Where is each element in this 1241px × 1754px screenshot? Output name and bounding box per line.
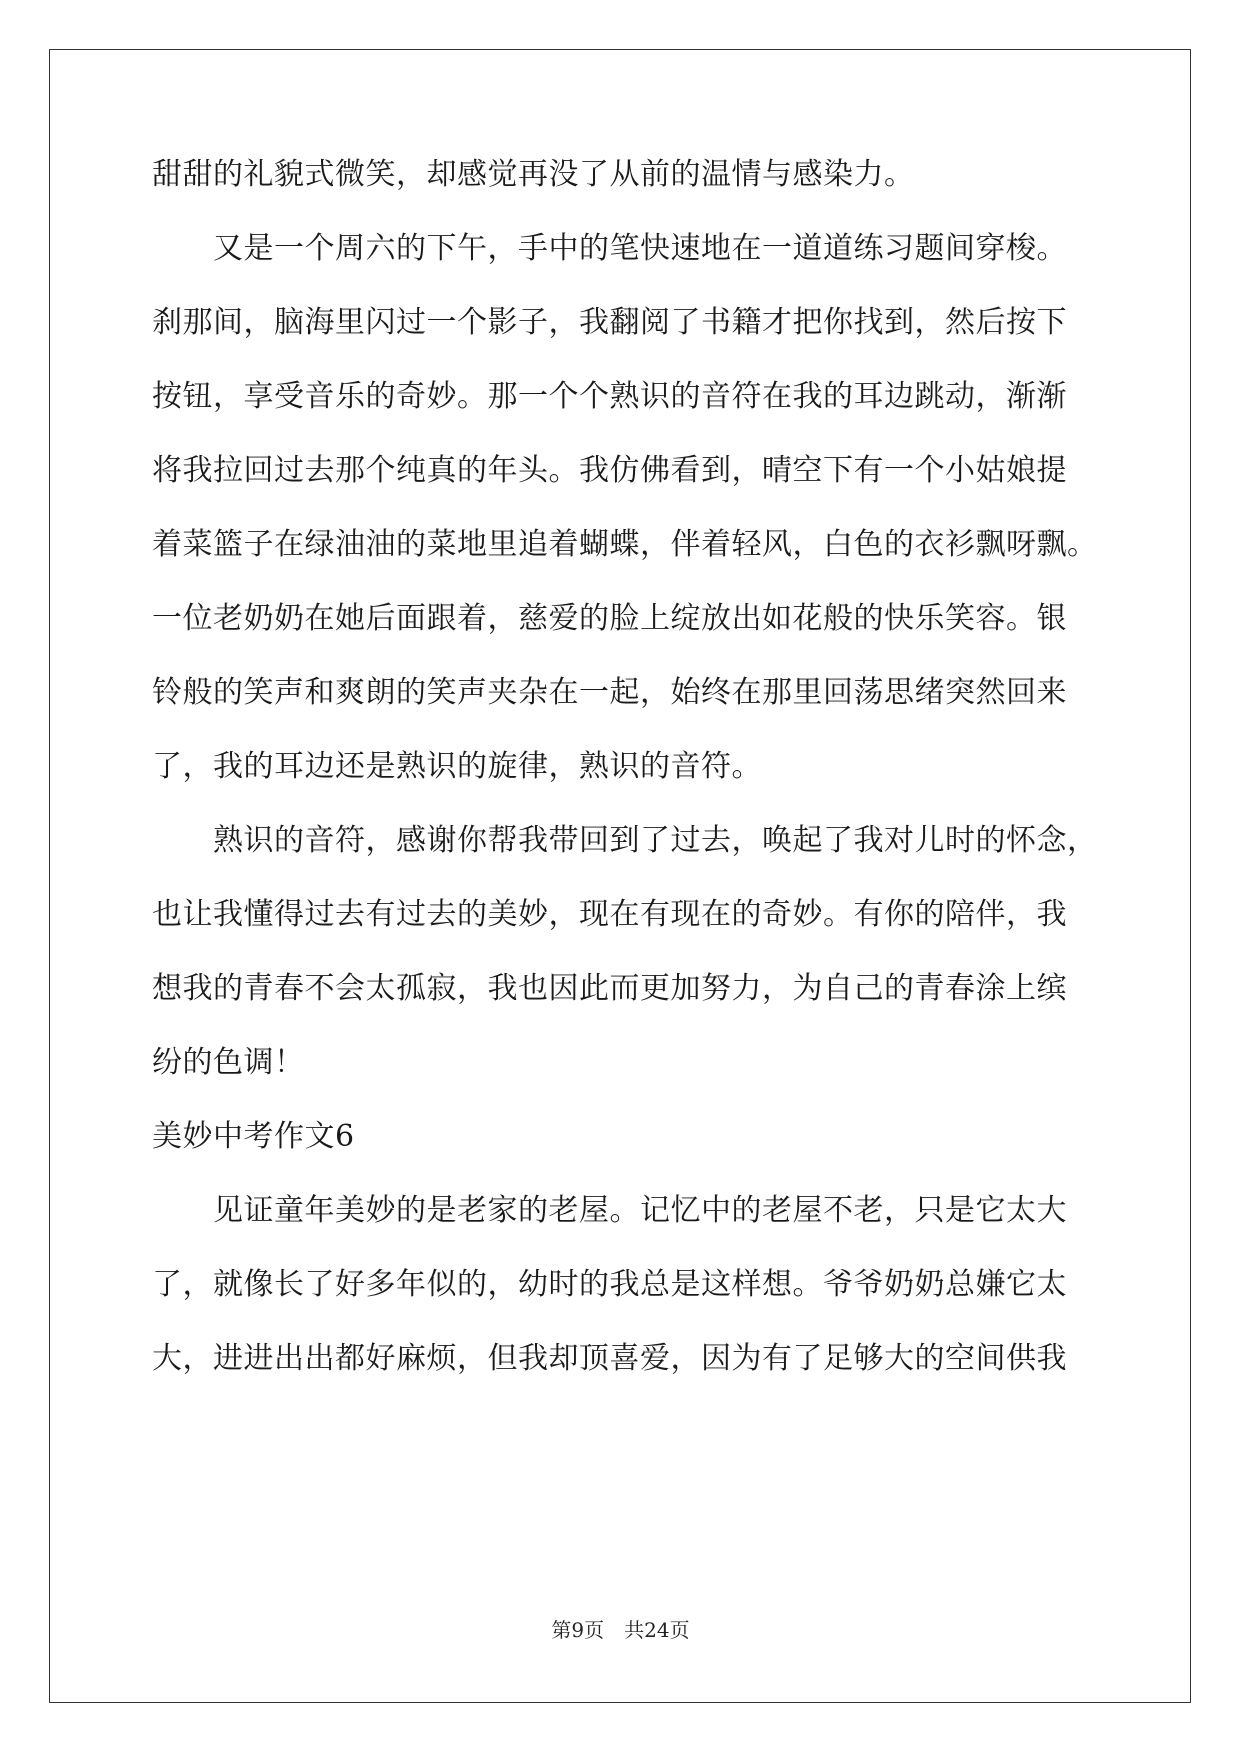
text-line: 大，进进出出都好麻烦，但我却顶喜爱，因为有了足够大的空间供我 [152, 1341, 1067, 1376]
text-line: 见证童年美妙的是老家的老屋。记忆中的老屋不老，只是它太大 [152, 1193, 1067, 1228]
section-heading: 美妙中考作文6 [152, 1119, 355, 1154]
text-line: 铃般的笑声和爽朗的笑声夹杂在一起，始终在那里回荡思绪突然回来 [152, 675, 1067, 710]
text-line: 纷的色调！ [152, 1045, 305, 1080]
text-line: 想我的青春不会太孤寂，我也因此而更加努力，为自己的青春涂上缤 [152, 971, 1067, 1006]
text-line: 甜甜的礼貌式微笑，却感觉再没了从前的温情与感染力。 [152, 157, 915, 192]
page-footer [0, 1618, 1241, 1642]
text-line: 熟识的音符，感谢你帮我带回到了过去，唤起了我对儿时的怀念， [152, 823, 1098, 858]
text-line: 了，就像长了好多年似的，幼时的我总是这样想。爷爷奶奶总嫌它太 [152, 1267, 1067, 1302]
text-line: 了，我的耳边还是熟识的旋律，熟识的音符。 [152, 749, 762, 784]
text-line: 一位老奶奶在她后面跟着，慈爱的脸上绽放出如花般的快乐笑容。银 [152, 601, 1067, 636]
page-border [49, 49, 1191, 1703]
text-line: 着菜篮子在绿油油的菜地里追着蝴蝶，伴着轻风，白色的衣衫飘呀飘。 [152, 527, 1098, 562]
text-line: 将我拉回过去那个纯真的年头。我仿佛看到，晴空下有一个小姑娘提 [152, 453, 1067, 488]
text-line: 按钮，享受音乐的奇妙。那一个个熟识的音符在我的耳边跳动，渐渐 [152, 379, 1067, 414]
page-number: 第9页 共24页 [551, 1618, 690, 1642]
text-line: 也让我懂得过去有过去的美妙，现在有现在的奇妙。有你的陪伴，我 [152, 897, 1067, 932]
text-line: 又是一个周六的下午，手中的笔快速地在一道道练习题间穿梭。 [152, 231, 1067, 266]
text-line: 刹那间，脑海里闪过一个影子，我翻阅了书籍才把你找到，然后按下 [152, 305, 1067, 340]
